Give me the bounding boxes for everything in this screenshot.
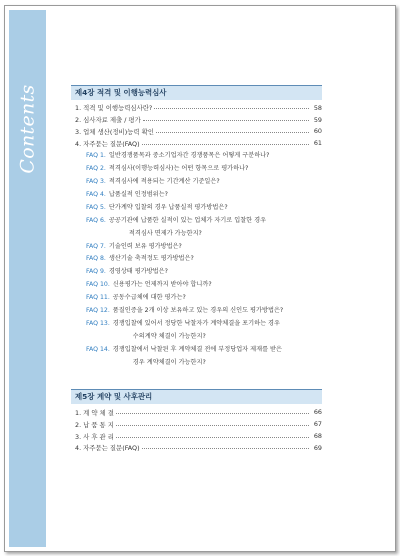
faq-number: FAQ 6. bbox=[86, 216, 106, 224]
faq-number: FAQ 8. bbox=[86, 255, 106, 263]
faq-question-cont: 수의계약 체결이 가능한지? bbox=[132, 332, 206, 340]
faq-question: 경영상태 평가방법은? bbox=[108, 268, 168, 276]
toc-entry-label: 2. 납 품 통 지 bbox=[75, 420, 114, 429]
faq-item[interactable] bbox=[86, 150, 322, 163]
toc-entry-label: 1. 적격 및 이행능력심사란? bbox=[75, 104, 153, 113]
contents-label-wrap bbox=[13, 74, 43, 184]
toc-entry-page: 66 bbox=[313, 408, 322, 417]
faq-item[interactable] bbox=[86, 241, 322, 254]
toc-entry[interactable] bbox=[71, 418, 322, 430]
faq-number: FAQ 13. bbox=[86, 319, 110, 327]
faq-question: 적격심사(이행능력심사)는 어떤 항목으로 평가하나? bbox=[108, 165, 249, 173]
faq-question: 기술인력 보유 평가방법은? bbox=[108, 242, 182, 250]
faq-question: 공동수급체에 대한 평가는? bbox=[112, 294, 186, 302]
faq-question: 생산기술 축적정도 평가방법은? bbox=[108, 255, 194, 263]
toc-entry-label: 3. 사 후 관 리 bbox=[75, 432, 114, 441]
dot-leader bbox=[156, 132, 309, 133]
faq-question: 일반경쟁품목과 중소기업자간 경쟁품목은 어떻게 구분하나? bbox=[108, 152, 270, 160]
faq-number: FAQ 1. bbox=[86, 152, 106, 160]
faq-item[interactable] bbox=[86, 163, 322, 176]
faq-number: FAQ 2. bbox=[86, 165, 106, 173]
faq-number: FAQ 11. bbox=[86, 294, 110, 302]
faq-question-wrap bbox=[109, 215, 266, 241]
faq-item[interactable] bbox=[86, 266, 322, 279]
faq-question: 신용평가는 언제까지 받아야 합니까? bbox=[112, 281, 212, 289]
dot-leader bbox=[116, 425, 309, 426]
toc-entry-label: 4. 자주묻는 질문(FAQ) bbox=[75, 139, 140, 148]
faq-item[interactable] bbox=[86, 344, 322, 370]
toc-entry[interactable] bbox=[71, 137, 322, 149]
faq-item[interactable] bbox=[86, 279, 322, 292]
faq-question: 납품실적 인정범위는? bbox=[108, 190, 168, 198]
dot-leader bbox=[116, 413, 309, 414]
toc-content bbox=[71, 85, 322, 454]
faq-question: 경쟁입찰에서 낙찰된 후 계약체결 전에 부정당업자 제재를 받은 bbox=[112, 345, 282, 353]
toc-entry[interactable] bbox=[71, 102, 322, 114]
dot-leader bbox=[142, 448, 309, 449]
faq-item[interactable] bbox=[86, 215, 322, 241]
toc-entry-label: 2. 심사자료 제출 / 평가 bbox=[75, 116, 141, 125]
faq-item[interactable] bbox=[86, 189, 322, 202]
faq-item[interactable] bbox=[86, 318, 322, 344]
dot-leader bbox=[154, 108, 309, 109]
toc-entry-page: 69 bbox=[313, 443, 322, 452]
faq-question: 품질인증을 2개 이상 보유하고 있는 경우의 신인도 평가방법은? bbox=[112, 307, 284, 315]
faq-item[interactable] bbox=[86, 292, 322, 305]
chapter4-title: 제4장 적격 및 이행능력심사 bbox=[71, 85, 322, 100]
faq-item[interactable] bbox=[86, 305, 322, 318]
toc-entry-page: 58 bbox=[313, 103, 322, 112]
toc-entry[interactable] bbox=[71, 442, 322, 454]
faq-item[interactable] bbox=[86, 202, 322, 215]
dot-leader bbox=[142, 144, 309, 145]
toc-entry[interactable] bbox=[71, 430, 322, 442]
faq-question: 단가계약 입찰의 경우 납품실적 평가방법은? bbox=[108, 203, 228, 211]
toc-entry-label: 4. 자주묻는 질문(FAQ) bbox=[75, 444, 140, 453]
faq-number: FAQ 7. bbox=[86, 242, 106, 250]
toc-entry-page: 61 bbox=[313, 139, 322, 148]
dot-leader bbox=[116, 437, 309, 438]
chapter5-title: 제5장 계약 및 사후관리 bbox=[71, 389, 322, 404]
toc-entry[interactable] bbox=[71, 114, 322, 126]
toc-entry-page: 67 bbox=[313, 420, 322, 429]
faq-number: FAQ 5. bbox=[86, 203, 106, 211]
faq-question-wrap bbox=[113, 318, 280, 344]
faq-list bbox=[71, 150, 322, 369]
dot-leader bbox=[143, 120, 309, 121]
faq-number: FAQ 12. bbox=[86, 307, 110, 315]
faq-question-wrap bbox=[113, 344, 282, 370]
faq-number: FAQ 4. bbox=[86, 190, 106, 198]
toc-entry-page: 68 bbox=[313, 432, 322, 441]
faq-question-cont: 적격심사 면제가 가능한지? bbox=[128, 229, 202, 237]
faq-question-cont: 경우 계약체결이 가능한지? bbox=[132, 358, 206, 366]
toc-entry-label: 1. 계 약 체 결 bbox=[75, 408, 114, 417]
faq-item[interactable] bbox=[86, 176, 322, 189]
faq-question: 공공기관에 납품한 실적이 있는 업체가 자기로 입찰한 경우 bbox=[108, 216, 267, 224]
faq-item[interactable] bbox=[86, 253, 322, 266]
faq-number: FAQ 3. bbox=[86, 178, 106, 185]
toc-entry[interactable] bbox=[71, 407, 322, 419]
toc-entry-page: 59 bbox=[313, 115, 322, 124]
toc-entry-label: 3. 업체 생산(정비)능력 확인 bbox=[75, 127, 154, 136]
toc-entry-page: 60 bbox=[313, 127, 322, 136]
faq-question: 경쟁입찰에 있어서 정당한 낙찰자가 계약체결을 포기하는 경우 bbox=[112, 319, 281, 327]
contents-label: Contents bbox=[17, 84, 39, 174]
faq-number: FAQ 9. bbox=[86, 268, 106, 276]
faq-question: 적격심사에 적용되는 기간계산 기준일은? bbox=[108, 178, 220, 185]
faq-number: FAQ 14. bbox=[86, 345, 110, 353]
toc-entry[interactable] bbox=[71, 126, 322, 138]
faq-number: FAQ 10. bbox=[86, 281, 110, 289]
contents-sidebar bbox=[9, 10, 46, 547]
